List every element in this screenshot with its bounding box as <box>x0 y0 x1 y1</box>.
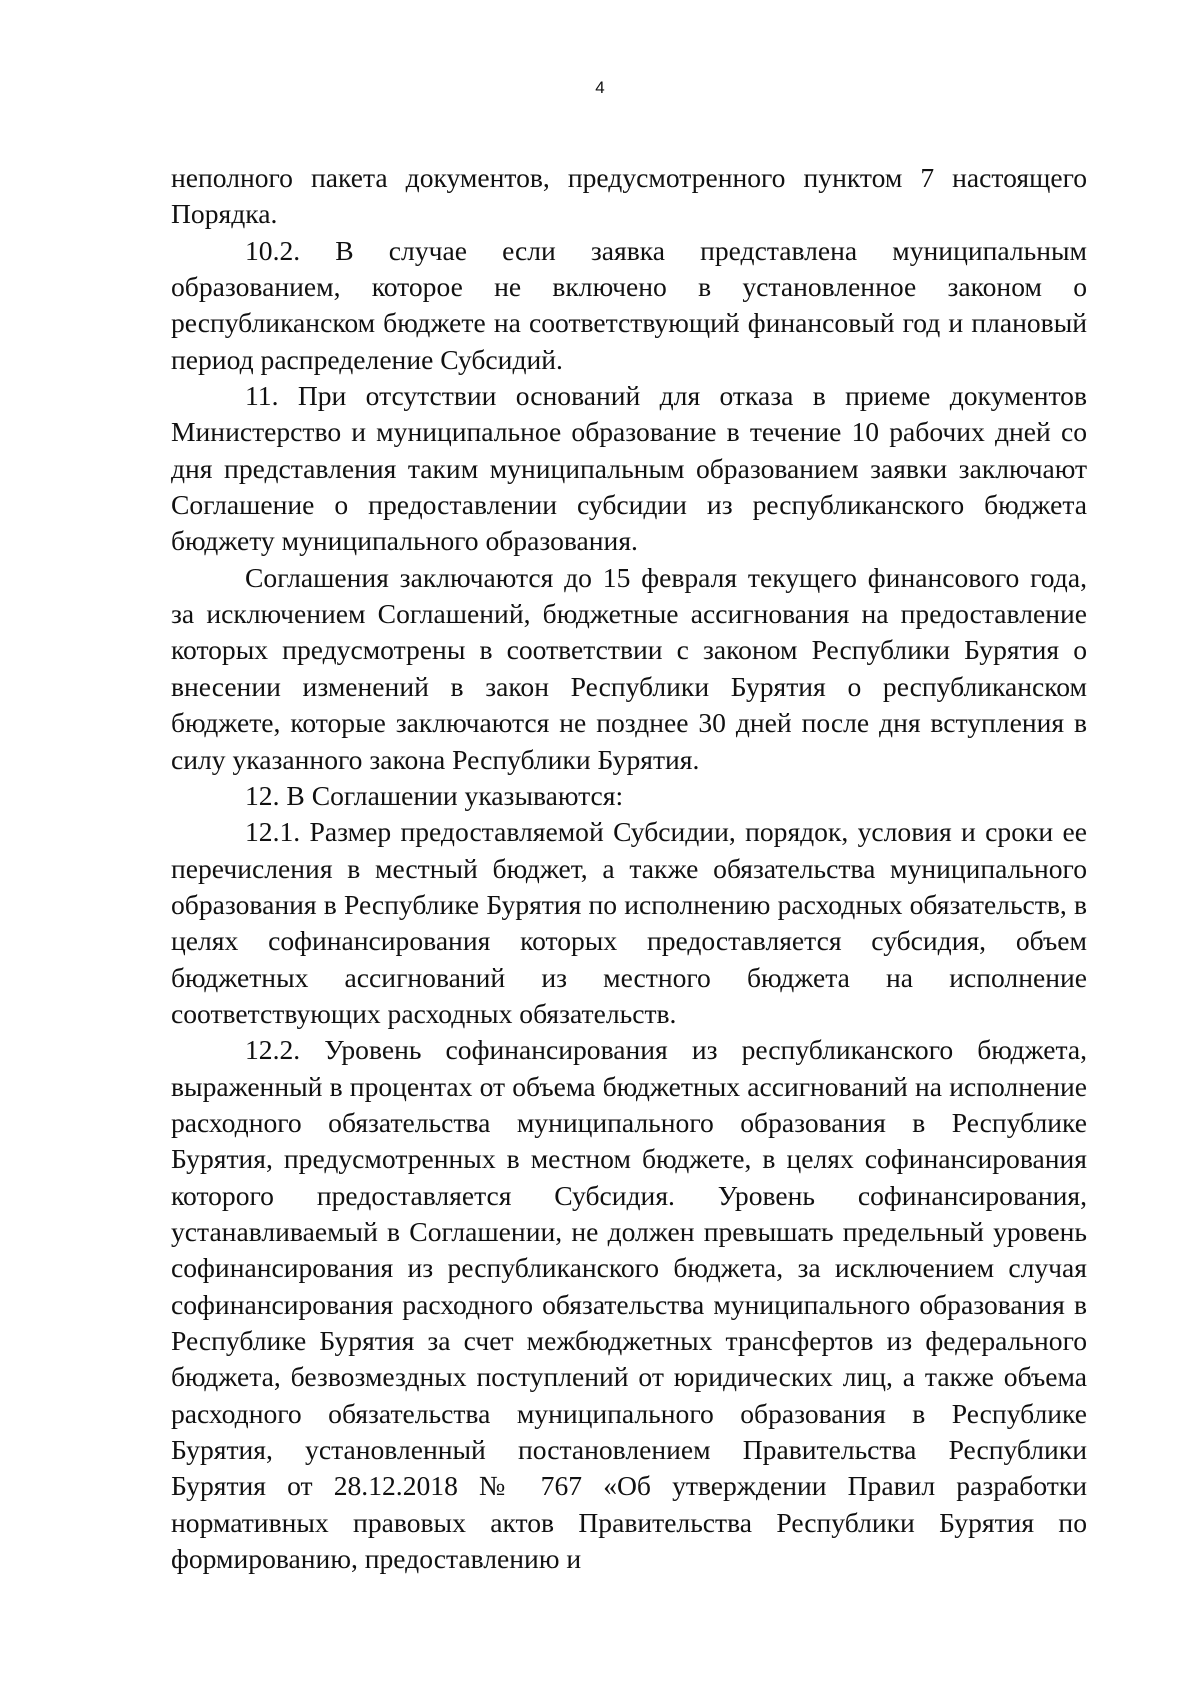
paragraph-continuation: неполного пакета документов, предусмотренного пунктом 7 настоящего Порядка. <box>171 162 1087 230</box>
paragraph-agreements-deadline: Соглашения заключаются до 15 февраля текущего финансового года, за исключением Соглашений, бюджетные ассигнования на предоставление которых предусмотрены в соответствии с законом Республики Бурятия о внесении изменений в закон Республики Бурятия о республиканском бюджете, которые заключаются не позднее 30 дней после дня вступления в силу указанного закона Республики Бурятия. <box>171 561 1087 775</box>
paragraph-12: 12. В Соглашении указываются: <box>245 779 624 811</box>
paragraph-12-2: 12.2. Уровень софинансирования из республиканского бюджета, выраженный в процентах от объема бюджетных ассигнований на исполнение расходного обязательства муниципального образования в Республике Бурятия, предусмотренных в местном бюджете, в целях софинансирования которого предоставляется Субсидия. Уровень софинансирования, устанавливаемый в Соглашении, не должен превышать предельный уровень софинансирования из республиканского бюджета, за исключением случая софинансирования расходного обязательства муниципального образования в Республике Бурятия за счет межбюджетных трансфертов из федерального бюджета, безвозмездных поступлений от юридических лиц, а также объема расходного обязательства муниципального образования в Республике Бурятия, установленный постановлением Правительства Республики Бурятия от 28.12.2018 № 767 «Об утверждении Правил разработки нормативных правовых актов Правительства Республики Бурятия по формированию, предоставлению и <box>171 1034 1087 1575</box>
page-number: 4 <box>595 78 605 97</box>
paragraph-12-1: 12.1. Размер предоставляемой Субсидии, порядок, условия и сроки ее перечисления в местный бюджет, а также обязательства муниципального образования в Республике Бурятия по исполнению расходных обязательств, в целях софинансирования которых предоставляется субсидия, объем бюджетных ассигнований из местного бюджета на исполнение соответствующих расходных обязательств. <box>171 816 1087 1029</box>
paragraph-11: 11. При отсутствии оснований для отказа в приеме документов Министерство и муниципальное образование в течение 10 рабочих дней со дня представления таким муниципальным образованием заявки заключают Соглашение о предоставлении субсидии из республиканского бюджета бюджету муниципального образования. <box>171 380 1087 557</box>
document-body <box>171 160 1087 1577</box>
paragraph-10-2: 10.2. В случае если заявка представлена муниципальным образованием, которое не включено в установленное законом о республиканском бюджете на соответствующий финансовый год и плановый период распределение Субсидий. <box>171 234 1087 375</box>
